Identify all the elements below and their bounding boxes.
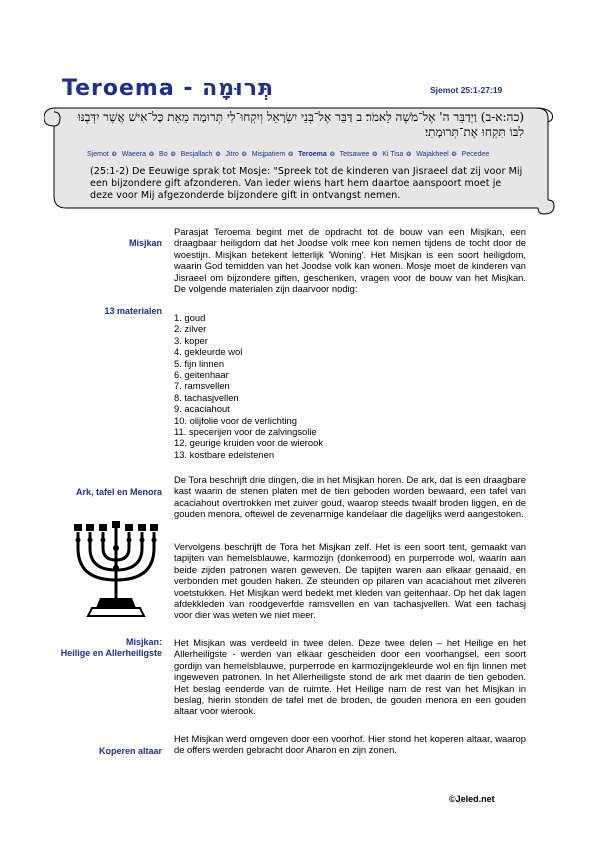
nav-jitro[interactable]: Jitro	[225, 151, 239, 158]
list-item: 5. fijn linnen	[174, 357, 225, 369]
nav-bo[interactable]: Bo	[159, 151, 168, 158]
paragraph-holy: Het Misjkan was verdeeld in twee delen. Deze twee delen – het Heilige en het Allerheiligste - werden van elkaar gescheiden door een voorhangsel, een soort gordijn van hemelsblauwe, purperrode en karmozijngekleurde wol en fijn linnen met ingeweven patronen. In het Allerheiligste stond de ark met daarin de tien geboden. Het beslag eenderde van de ruimte. Het Heilige nam de rest van het Misjkan in beslag, hierin stonden de tafel met de broden, de gouden menora en een gouden altaar voor wierook.	[174, 637, 526, 717]
separator-icon: ❂	[288, 152, 294, 158]
list-item: 8. tachasjvellen	[174, 391, 239, 403]
separator-icon: ❂	[451, 152, 457, 158]
paragraph-altar: Het Misjkan werd omgeven door een voorhof. Hier stond het koperen altaar, waarop de offers werden gebracht door Aharon en zijn zonen.	[174, 733, 526, 756]
side-label-altar: Koperen altaar	[98, 746, 162, 756]
list-item: 1. goud	[174, 312, 206, 323]
list-item: 4. gekleurde wol	[174, 346, 243, 358]
list-item: 6. geitenhaar	[174, 369, 229, 381]
list-item: 3. koper	[174, 334, 208, 346]
side-label-ark: Ark, tafel en Menora	[75, 487, 162, 497]
list-item: 11. specerijen voor de zalvingsolie	[174, 426, 317, 438]
nav-misjpatiem[interactable]: Misjpatiem	[251, 151, 286, 158]
verse-reference: Sjemot 25:1-27:19	[430, 85, 503, 95]
verse-translation: (25:1-2) De Eeuwige sprak tot Mosje: "Spreek tot de kinderen van Jisraeel dat zij voor Mij een bijzondere gift afzonderen. Van ieder wiens hart hem daartoe aanspoort moet je deze voor Mij afgezonderde bijzondere gift in ontvangst nemen.	[90, 166, 523, 201]
list-item: 13. kostbare edelstenen	[174, 448, 275, 460]
side-label-materials: 13 materialen	[104, 306, 162, 316]
separator-icon: ❂	[170, 152, 176, 158]
nav-pecedee[interactable]: Pecedee	[461, 151, 490, 158]
nav-wajakheel[interactable]: Wajakheel	[416, 151, 449, 158]
nav-tetsawee[interactable]: Tetsawee	[339, 151, 370, 158]
parasha-nav	[87, 151, 547, 158]
separator-icon: ❂	[215, 152, 221, 158]
side-label-misjkan: Misjkan	[128, 238, 162, 248]
separator-icon: ❂	[111, 152, 117, 158]
separator-icon: ❂	[406, 152, 412, 158]
materials-list	[174, 312, 323, 460]
separator-icon: ❂	[372, 152, 378, 158]
paragraph-ark: De Tora beschrijft drie dingen, die in het Misjkan horen. De ark, dat is een draagbare kast waarin de stenen platen met de tien geboden worden bewaard, een tafel van acaciahout overtrokken met zuiver goud, waarop steeds twaalf broden liggen, en de gouden menora, oftewel de zevenarmige kandelaar die dagelijks werd aangestoken.	[174, 474, 526, 520]
page-title: Teroema - תְּרוּמָה	[62, 76, 274, 101]
paragraph-tent: Vervolgens beschrijft de Tora het Misjkan zelf. Het is een soort tent, gemaakt van tapijten van hemelsblauwe, karmozijn (donkerrood) en purperrode wol, waarin aan beide zijden patronen waren geweven. De tapijten waren aan elkaar genaaid, en verbonden met gouden haken. Ze steunden op pilaren van acaciahout met zilveren voetstukken. Het Misjkan werd bedekt met kleden van geitenhaar. Op het dak lagen afdekkleden van roodgeverfde ramsvellen en van tachasjvellen. Wat een tachasj voor dier was weten we niet meer.	[174, 541, 526, 621]
list-item: 2. zilver	[174, 323, 207, 335]
paragraph-intro: Parasjat Teroema begint met de opdracht tot de bouw van een Misjkan, een draagbaar heiligdom dat het Joodse volk mee kon nemen tijdens de tocht door de woestijn. Misjkan betekent letterlijk 'Woning'. Het Misjkan is een soort heiligdom, waarin God temidden van het Joodse volk kan wonen. Mosje moet de kinderen van Jisraeel om bijzondere giften, geschenken, vragen voor de bouw van het Misjkan. De volgende materialen zijn daarvoor nodig:	[174, 226, 526, 295]
nav-waeera[interactable]: Waeera	[121, 151, 147, 158]
list-item: 7. ramsvellen	[174, 380, 230, 392]
list-item: 10. olijfolie voor de verlichting	[174, 414, 297, 426]
nav-sjemot[interactable]: Sjemot	[87, 151, 109, 158]
menorah-icon	[70, 518, 162, 618]
list-item: 12. geurige kruiden voor de wierook	[174, 437, 324, 449]
separator-icon: ❂	[329, 152, 335, 158]
side-label-holy: Heilige en Allerheiligste	[60, 648, 162, 658]
list-item: 9. acaciahout	[174, 403, 230, 415]
separator-icon: ❂	[241, 152, 247, 158]
nav-teroema[interactable]: Teroema	[298, 151, 327, 158]
hebrew-verse: (כה:א-ב) וַיְדַבֵּר ה' אֶל־מֹשֶׁה לֵּאמֹר׃ ב דַּבֵּר אֶל־בְּנֵי יִשְׂרָאֵל וְיִקְחוּ־לִי תְּרוּמָה מֵאֵת כָּל־אִישׁ אֲשֶׁר יִדְּבֶנּוּ לִבּוֹ תִּקְחוּ אֶת־תְּרוּמָתִי׃	[77, 110, 524, 139]
nav-ki-tisa[interactable]: Ki Tisa	[382, 151, 404, 158]
nav-besjallach[interactable]: Besjallach	[180, 151, 213, 158]
side-label-misjkan-holy: Misjkan:	[125, 637, 162, 647]
separator-icon: ❂	[149, 152, 155, 158]
footer-copyright: ©Jeled.net	[449, 794, 495, 804]
